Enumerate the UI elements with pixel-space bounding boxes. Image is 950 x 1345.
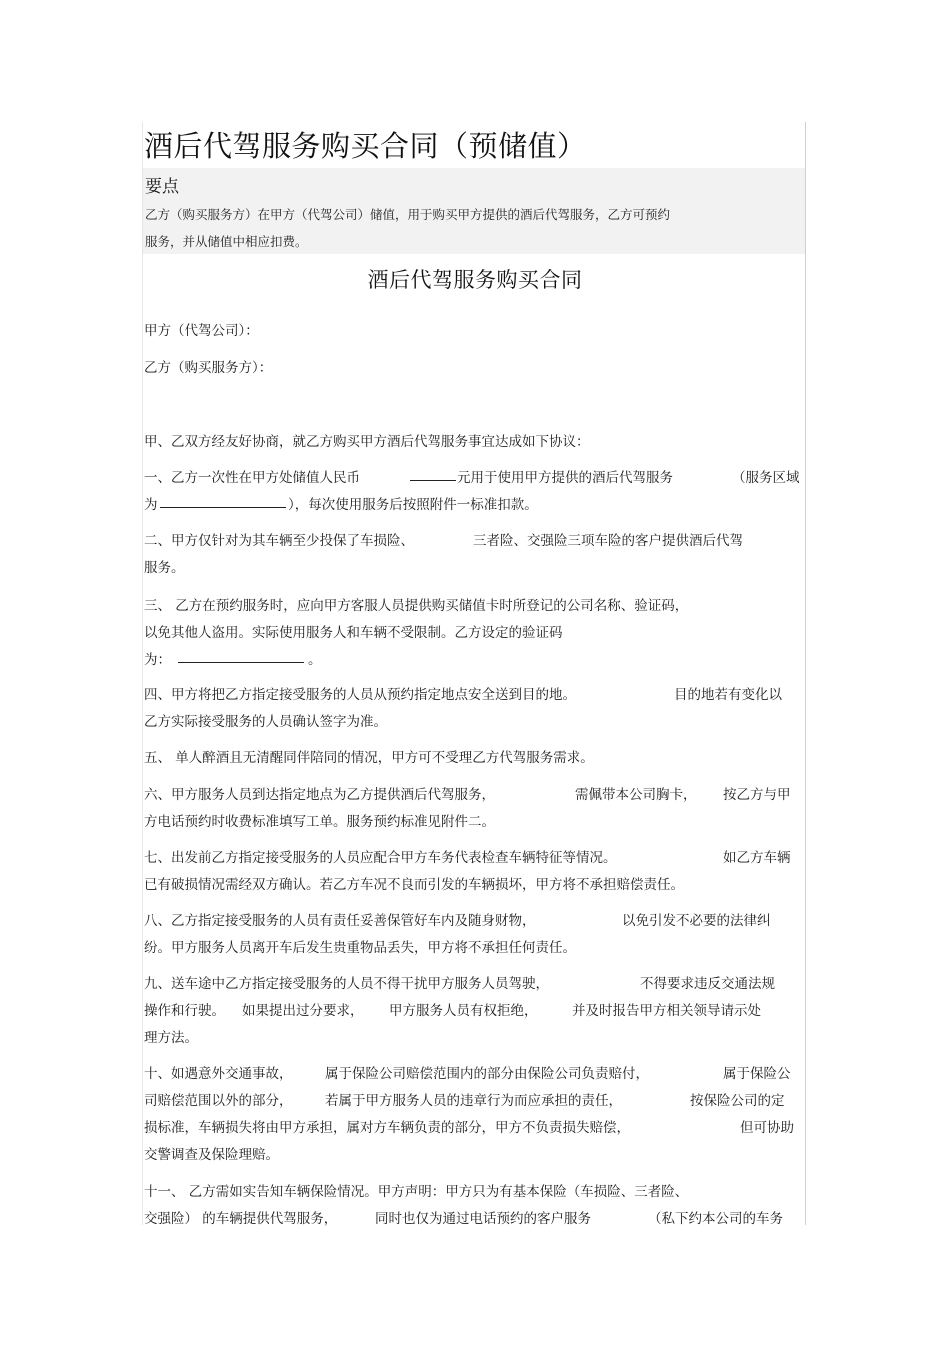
clause-10-text-b: 属于保险公司赔偿范围内的部分由保险公司负责赔付， <box>325 1066 649 1082</box>
clause-10-text-a: 十、如遇意外交通事故， <box>144 1066 293 1082</box>
clause-1-text-b: 元用于使用甲方提供的酒后代驾服务 <box>457 470 673 486</box>
clause-10-text-e: 若属于甲方服务人员的违章行为而应承担的责任， <box>325 1093 622 1109</box>
clause-4-text-c: 乙方实际接受服务的人员确认签字为准。 <box>144 714 387 730</box>
document-title: 酒后代驾服务购买合同（预储值） <box>144 129 587 163</box>
contract-title: 酒后代驾服务购买合同 <box>367 268 583 292</box>
clause-8-text-b: 以免引发不必要的法律纠 <box>622 913 771 929</box>
clause-9-text-b: 不得要求违反交通法规 <box>640 976 775 992</box>
clause-9-text-c: 操作和行驶。 <box>144 1003 225 1019</box>
clause-4-text-a: 四、甲方将把乙方指定接受服务的人员从预约指定地点安全送到目的地。 <box>144 687 576 703</box>
clause-3-text-a: 三、 乙方在预约服务时，应向甲方客服人员提供购买储值卡时所登记的公司名称、验证码， <box>144 598 689 614</box>
clause-10-text-c: 属于保险公 <box>723 1066 791 1082</box>
clause-9-text-a: 九、送车途中乙方指定接受服务的人员不得干扰甲方服务人员驾驶， <box>144 976 549 992</box>
intro-paragraph: 甲、乙双方经友好协商，就乙方购买甲方酒后代驾服务事宜达成如下协议： <box>144 434 590 450</box>
clause-11-text-c: 同时也仅为通过电话预约的客户服务 <box>375 1211 591 1227</box>
clause-2-text-a: 二、甲方仅针对为其车辆至少投保了车损险、 <box>144 533 414 549</box>
verification-code-blank <box>178 648 304 667</box>
clause-3-text-b: 以免其他人盗用。实际使用服务人和车辆不受限制。乙方设定的验证码 <box>144 625 563 641</box>
clause-1-text-c: （服务区域 <box>732 470 800 486</box>
clause-3-text-d: 。 <box>308 652 322 668</box>
clause-6-text-a: 六、甲方服务人员到达指定地点为乙方提供酒后代驾服务， <box>144 787 495 803</box>
clause-1-text-e: ），每次使用服务后按照附件一标准扣款。 <box>288 497 538 513</box>
clause-11-text-b: 交强险） 的车辆提供代驾服务， <box>144 1211 338 1227</box>
clause-2-text-c: 服务。 <box>144 560 185 576</box>
clause-8-text-a: 八、乙方指定接受服务的人员有责任妥善保管好车内及随身财物， <box>144 913 536 929</box>
clause-6-text-b: 需佩带本公司胸卡， <box>575 787 697 803</box>
clause-9-text-e: 甲方服务人员有权拒绝， <box>389 1003 538 1019</box>
clause-8-text-c: 纷。甲方服务人员离开车后发生贵重物品丢失，甲方将不承担任何责任。 <box>144 940 576 956</box>
clause-9-text-d: 如果提出过分要求， <box>242 1003 364 1019</box>
clause-10-text-h: 但可协助 <box>740 1120 794 1136</box>
clause-10-text-f: 按保险公司的定 <box>690 1093 785 1109</box>
summary-heading: 要点 <box>145 177 179 197</box>
service-area-blank <box>160 493 286 512</box>
clause-2-text-b: 三者险、交强险三项车险的客户提供酒后代驾 <box>473 533 743 549</box>
clause-6-text-c: 按乙方与甲 <box>723 787 791 803</box>
clause-9-text-f: 并及时报告甲方相关领导请示处 <box>572 1003 761 1019</box>
clause-1-text-d: 为 <box>144 497 158 513</box>
clause-4-text-b: 目的地若有变化以 <box>674 687 782 703</box>
clause-10-text-g: 损标准，车辆损失将由甲方承担，属对方车辆负责的部分，甲方不负责损失赔偿， <box>144 1120 630 1136</box>
clause-10-text-i: 交警调查及保险理赔。 <box>144 1147 279 1163</box>
summary-box <box>143 168 805 254</box>
summary-line-2: 服务，并从储值中相应扣费。 <box>145 234 308 249</box>
party-b-label: 乙方（购买服务方）： <box>144 360 273 376</box>
clause-7-text-a: 七、出发前乙方指定接受服务的人员应配合甲方车务代表检查车辆特征等情况。 <box>144 850 617 866</box>
amount-blank <box>410 466 456 485</box>
clause-7-text-b: 如乙方车辆 <box>723 850 791 866</box>
clause-5-text-a: 五、 单人醉酒且无清醒同伴陪同的情况，甲方可不受理乙方代驾服务需求。 <box>144 750 594 766</box>
clause-11-text-a: 十一、 乙方需如实告知车辆保险情况。甲方声明：甲方只为有基本保险（车损险、三者险、 <box>144 1184 689 1200</box>
clause-7-text-c: 已有破损情况需经双方确认。若乙方车况不良而引发的车辆损坏，甲方将不承担赔偿责任。 <box>144 877 684 893</box>
clause-6-text-d: 方电话预约时收费标准填写工单。服务预约标准见附件二。 <box>144 814 495 830</box>
party-a-label: 甲方（代驾公司）： <box>144 323 259 339</box>
clause-3-text-c: 为： <box>144 652 171 668</box>
clause-9-text-g: 理方法。 <box>144 1030 198 1046</box>
clause-10-text-d: 司赔偿范围以外的部分， <box>144 1093 293 1109</box>
summary-line-1: 乙方（购买服务方）在甲方（代驾公司）储值，用于购买甲方提供的酒后代驾服务，乙方可预约 <box>145 207 671 222</box>
clause-1-text-a: 一、乙方一次性在甲方处储值人民币 <box>144 470 360 486</box>
clause-11-text-d: （私下约本公司的车务 <box>648 1211 783 1227</box>
